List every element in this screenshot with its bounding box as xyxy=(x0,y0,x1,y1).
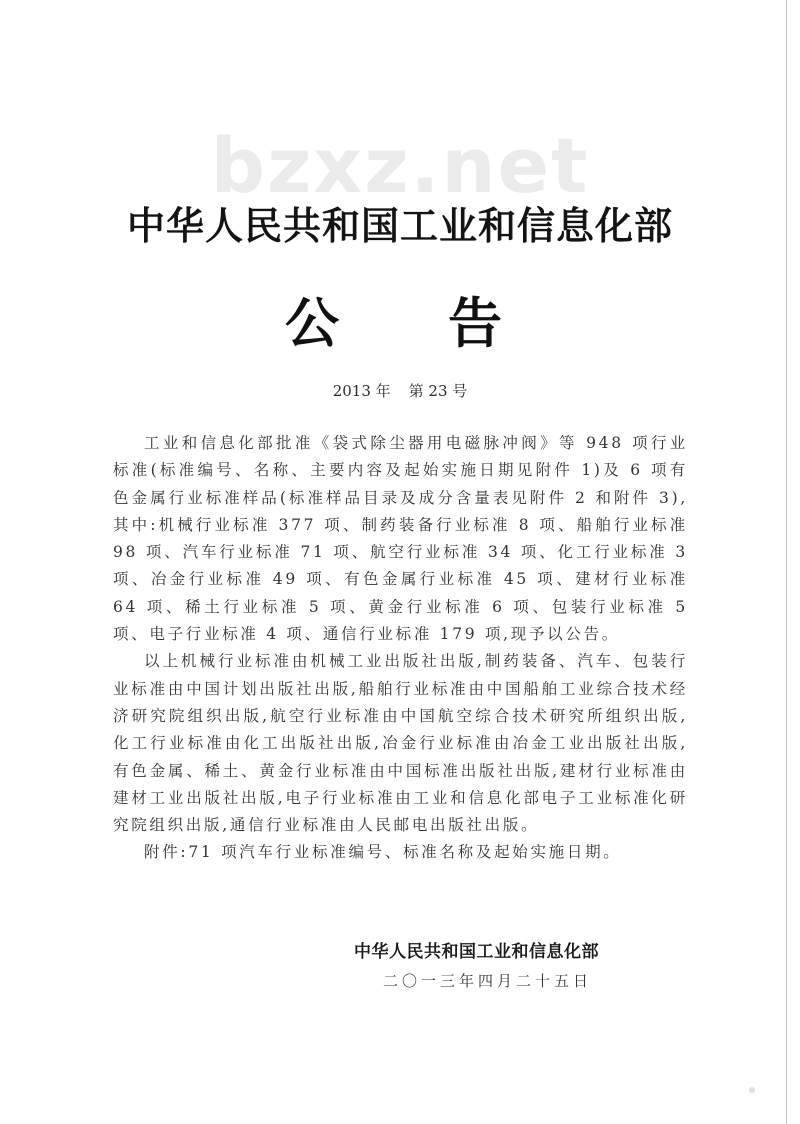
signature-issuer: 中华人民共和国工业和信息化部 xyxy=(354,942,599,962)
announcement-body xyxy=(113,430,688,867)
body-paragraph-approval: 工业和信息化部批准《袋式除尘器用电磁脉冲阀》等 948 项行业标准(标准编号、名称、主要内容及起始实施日期见附件 1)及 6 项有色金属行业标准样品(标准样品目录及成分含量表见附件 2 和附件 3),其中:机械行业标准 377 项、制药装备行业标准 8 项、船舶行业标准 98 项、汽车行业标准 71 项、航空行业标准 34 项、化工行业标准 3 项、冶金行业标准 49 项、有色金属行业标准 45 项、建材行业标准 64 项、稀土行业标准 5 项、黄金行业标准 6 项、包装行业标准 5 项、电子行业标准 4 项、通信行业标准 179 项,现予以公告。 xyxy=(113,434,688,644)
issuer-title: 中华人民共和国工业和信息化部 xyxy=(126,203,673,248)
watermark: bzxz.net xyxy=(210,121,590,210)
signature-date: 二〇一三年四月二十五日 xyxy=(383,972,593,990)
body-paragraph-publishers: 以上机械行业标准由机械工业出版社出版,制药装备、汽车、包装行业标准由中国计划出版社出版,船舶行业标准由中国船舶工业综合技术经济研究院组织出版,航空行业标准由中国航空综合技术研究所组织出版,化工行业标准由化工出版社出版,冶金行业标准由冶金工业出版社出版,有色金属、稀土、黄金行业标准由中国标准出版社出版,建材行业标准由建材工业出版社出版,电子行业标准由工业和信息化部电子工业标准化研究院组织出版,通信行业标准由人民邮电出版社出版。 xyxy=(113,652,688,835)
document-issue-number: 第 23 号 xyxy=(408,382,468,400)
heading-char-1: 公 xyxy=(285,291,339,355)
document-year: 2013 年 xyxy=(332,382,391,400)
body-paragraph-attachment: 附件:71 项汽车行业标准编号、标准名称及起始实施日期。 xyxy=(144,843,622,862)
document-number xyxy=(0,384,800,399)
scan-artifact xyxy=(749,1087,755,1093)
heading-char-2: 告 xyxy=(448,291,502,355)
